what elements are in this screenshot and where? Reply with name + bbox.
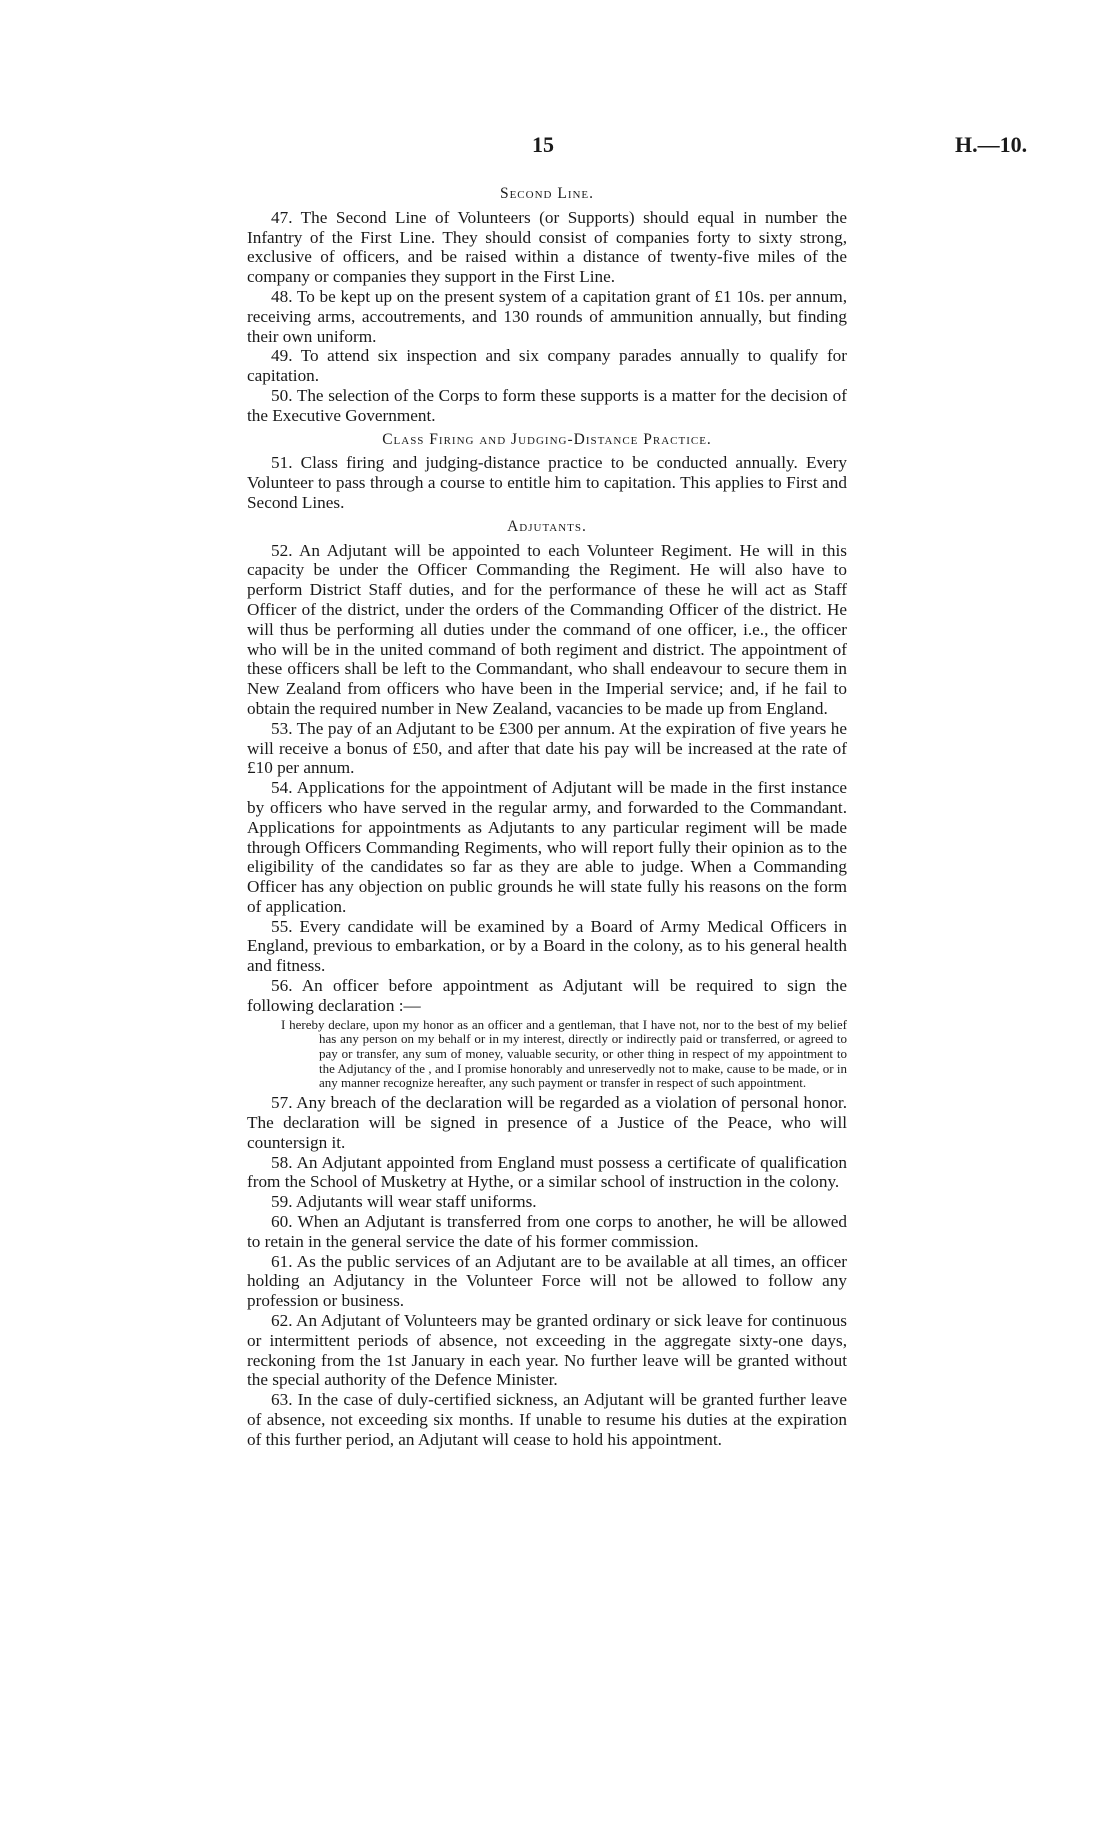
paragraph-47: 47. The Second Line of Volunteers (or Supports) should equal in number the Infantry of the First Line. They should consist of companies forty to sixty strong, exclusive of officers, and be raised within a distance of twenty-five miles of the company or companies they support in the First Line. <box>247 207 847 287</box>
page-number: 15 <box>532 132 554 157</box>
paragraph-60: 60. When an Adjutant is transferred from one corps to another, he will be allowed to retain in the general service the date of his former commission. <box>247 1211 847 1251</box>
declaration-text: I hereby declare, upon my honor as an officer and a gentleman, that I have not, nor to the best of my belief has any person on my behalf or in my interest, directly or indirectly paid or transferred, or agreed to pay or transfer, any sum of money, valuable security, or other thing in respect of my appointment to the Adjutancy of the , and I promise honorably and unreservedly not to make, cause to be made, or in any manner recognize hereafter, any such payment or transfer in respect of such appointment. <box>281 1016 847 1091</box>
paragraph-63: 63. In the case of duly-certified sickness, an Adjutant will be granted further leave of absence, not exceeding six months. If unable to resume his duties at the expiration of this further period, an Adjutant will cease to hold his appointment. <box>247 1390 847 1449</box>
heading-adjutants: Adjutants. <box>507 517 587 535</box>
paragraph-55: 55. Every candidate will be examined by a Board of Army Medical Officers in England, previous to embarkation, or by a Board in the colony, as to his general health and fitness. <box>247 916 847 976</box>
paragraph-54: 54. Applications for the appointment of Adjutant will be made in the first instance by officers who have served in the regular army, and forwarded to the Commandant. Applications for appointments as Adjutants to any particular regiment will be made through Officers Commanding Regiments, who will report fully their opinion as to the eligibility of the candidates so far as they are able to judge. When a Commanding Officer has any objection on public grounds he will state fully his reasons on the form of application. <box>247 778 847 916</box>
document-reference: H.—10. <box>955 132 1028 157</box>
heading-second-line: Second Line. <box>499 185 595 202</box>
paragraph-62: 62. An Adjutant of Volunteers may be granted ordinary or sick leave for continuous or intermittent periods of absence, not exceeding in the aggregate sixty-one days, reckoning from the 1st January in each year. No further leave will be granted without the special authority of the Defence Minister. <box>247 1310 847 1390</box>
document-body <box>247 180 847 1450</box>
paragraph-56: 56. An officer before appointment as Adjutant will be required to sign the following declaration :— <box>247 976 847 1015</box>
paragraph-61: 61. As the public services of an Adjutant are to be available at all times, an officer holding an Adjutancy in the Volunteer Force will not be allowed to follow any profession or business. <box>247 1251 847 1311</box>
paragraph-52: 52. An Adjutant will be appointed to each Volunteer Regiment. He will in this capacity be under the Officer Commanding the Regiment. He will also have to perform District Staff duties, and for the performance of these he will act as Staff Officer of the district, under the orders of the Commanding Officer of the district. He will thus be performing all duties under the command of one officer, i.e., the officer who will be in the united command of both regiment and district. The appointment of these officers shall be left to the Commandant, who shall endeavour to secure them in New Zealand from officers who have been in the Imperial service; and, if he fail to obtain the required number in New Zealand, vacancies to be made up from England. <box>247 540 847 718</box>
paragraph-49: 49. To attend six inspection and six company parades annually to qualify for capitation. <box>247 346 847 386</box>
paragraph-59: 59. Adjutants will wear staff uniforms. <box>271 1192 537 1212</box>
paragraph-53: 53. The pay of an Adjutant to be £300 per annum. At the expiration of five years he will receive a bonus of £50, and after that date his pay will be increased at the rate of £10 per annum. <box>247 718 847 778</box>
paragraph-51: 51. Class firing and judging-distance practice to be conducted annually. Every Volunteer to pass through a course to entitle him to capitation. This applies to First and Second Lines. <box>247 453 847 512</box>
paragraph-58: 58. An Adjutant appointed from England must possess a certificate of qualification from the School of Musketry at Hythe, or a similar school of instruction in the colony. <box>247 1152 847 1192</box>
paragraph-57: 57. Any breach of the declaration will be regarded as a violation of personal honor. The declaration will be signed in presence of a Justice of the Peace, who will countersign it. <box>247 1093 847 1152</box>
page-header <box>0 132 1114 162</box>
heading-class-firing: Class Firing and Judging-Distance Practice. <box>382 430 712 448</box>
paragraph-50: 50. The selection of the Corps to form these supports is a matter for the decision of the Executive Government. <box>247 385 847 425</box>
paragraph-48: 48. To be kept up on the present system of a capitation grant of £1 10s. per annum, receiving arms, accoutrements, and 130 rounds of ammunition annually, but finding their own uniform. <box>247 286 847 346</box>
